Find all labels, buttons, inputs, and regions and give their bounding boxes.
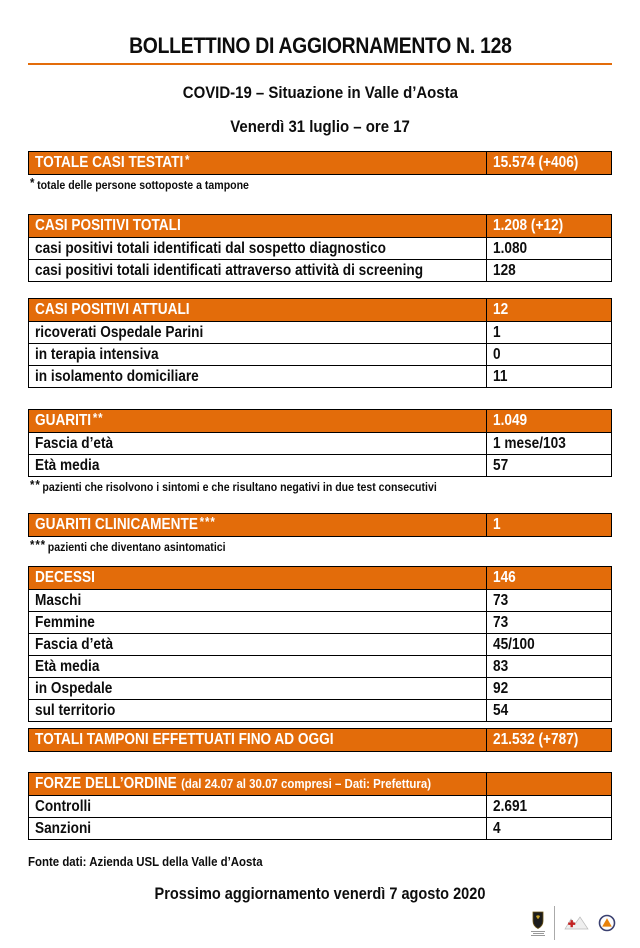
- table-guariti: [28, 409, 612, 477]
- table-header-row: [29, 410, 611, 432]
- row-value: 4: [493, 820, 501, 837]
- row-value: 92: [493, 680, 509, 697]
- row-value: 83: [493, 658, 509, 675]
- header-value-cell: [486, 215, 611, 237]
- logo-divider: [554, 906, 555, 940]
- footer-logos: [530, 906, 616, 940]
- protezione-civile-logo-icon: [598, 914, 616, 932]
- row-label: Fascia d’età: [35, 435, 114, 452]
- row-value-cell: [486, 796, 611, 817]
- table-row: [29, 321, 611, 343]
- row-value: 73: [493, 592, 509, 609]
- page-title: BOLLETTINO DI AGGIORNAMENTO N. 128: [128, 33, 512, 58]
- row-label: casi positivi totali identificati attraverso attività di screening: [35, 262, 424, 279]
- row-label-cell: [29, 238, 486, 259]
- row-value-cell: [486, 344, 611, 365]
- data-source-line: Fonte dati: Azienda USL della Valle d’Aosta: [28, 854, 263, 869]
- header-label: GUARITI: [35, 412, 92, 429]
- row-value-cell: [486, 656, 611, 677]
- row-label: casi positivi totali identificati dal sospetto diagnostico: [35, 240, 386, 257]
- asterisk-mark: *: [30, 175, 36, 190]
- table-row: [29, 259, 611, 281]
- table-row: [29, 795, 611, 817]
- header-value-cell: [486, 514, 611, 536]
- valle-daosta-region-crest-icon: [530, 911, 546, 936]
- header-value: 15.574 (+406): [493, 154, 579, 171]
- row-value: 2.691: [493, 798, 528, 815]
- header-value: 12: [493, 301, 509, 318]
- row-label: Età media: [35, 658, 100, 675]
- row-value-cell: [486, 700, 611, 721]
- table-row: [29, 343, 611, 365]
- table-header-row: [29, 773, 611, 795]
- date-block: [28, 117, 612, 137]
- row-label-cell: [29, 612, 486, 633]
- header-label-cell: [29, 567, 486, 589]
- row-label: Fascia d’età: [35, 636, 114, 653]
- table-row: [29, 677, 611, 699]
- row-label-cell: [29, 433, 486, 454]
- row-label-cell: [29, 700, 486, 721]
- table-row: [29, 633, 611, 655]
- title-underline: [28, 63, 612, 65]
- asterisk-mark: *: [185, 152, 191, 167]
- row-value-cell: [486, 238, 611, 259]
- date-line: Venerdì 31 luglio – ore 17: [230, 117, 410, 136]
- header-value: 1.049: [493, 412, 528, 429]
- row-label-cell: [29, 796, 486, 817]
- row-label-cell: [29, 260, 486, 281]
- header-label-cell: [29, 152, 486, 174]
- row-value: 73: [493, 614, 509, 631]
- row-value: 1 mese/103: [493, 435, 566, 452]
- row-label-cell: [29, 366, 486, 387]
- header-label: TOTALI TAMPONI EFFETTUATI FINO AD OGGI: [35, 731, 334, 748]
- row-label: ricoverati Ospedale Parini: [35, 324, 204, 341]
- row-label: in Ospedale: [35, 680, 113, 697]
- row-value-cell: [486, 322, 611, 343]
- row-label: Età media: [35, 457, 100, 474]
- table-totale-casi-testati: [28, 151, 612, 175]
- row-label: Controlli: [35, 798, 92, 815]
- row-label: sul territorio: [35, 702, 116, 719]
- row-value-cell: [486, 818, 611, 839]
- row-value: 128: [493, 262, 516, 279]
- table-header-row: [29, 152, 611, 174]
- row-value-cell: [486, 612, 611, 633]
- table-row: [29, 237, 611, 259]
- row-label-cell: [29, 590, 486, 611]
- footnote-text: totale delle persone sottoposte a tampone: [37, 178, 249, 192]
- table-header-row: [29, 729, 611, 751]
- row-value: 11: [493, 368, 508, 385]
- table-row: [29, 611, 611, 633]
- header-value-cell: [486, 410, 611, 432]
- row-value: 54: [493, 702, 509, 719]
- row-label-cell: [29, 678, 486, 699]
- header-label-cell: [29, 773, 486, 795]
- footnote: [30, 477, 612, 494]
- header-label-cell: [29, 514, 486, 536]
- header-label-cell: [29, 299, 486, 321]
- row-value-cell: [486, 366, 611, 387]
- header-value: 1: [493, 516, 501, 533]
- header-label: TOTALE CASI TESTATI: [35, 154, 184, 171]
- header-value-cell: [486, 567, 611, 589]
- table-header-row: [29, 299, 611, 321]
- shield-icon: [530, 911, 546, 930]
- row-value-cell: [486, 634, 611, 655]
- table-header-row: [29, 567, 611, 589]
- row-label: Maschi: [35, 592, 82, 609]
- header-label: FORZE DELL’ORDINE: [35, 775, 177, 792]
- row-value: 1: [493, 324, 501, 341]
- header-label-cell: [29, 729, 486, 751]
- header-label: DECESSI: [35, 569, 95, 586]
- row-value-cell: [486, 678, 611, 699]
- table-header-row: [29, 514, 611, 536]
- header-label: CASI POSITIVI TOTALI: [35, 217, 181, 234]
- asterisk-mark: ***: [30, 537, 47, 552]
- table-forze-dellordine: [28, 772, 612, 840]
- header-label: GUARITI CLINICAMENTE: [35, 516, 198, 533]
- usl-valle-daosta-logo-icon: [563, 914, 590, 933]
- header-label-cell: [29, 215, 486, 237]
- header-label: CASI POSITIVI ATTUALI: [35, 301, 190, 318]
- header-value: 146: [493, 569, 516, 586]
- row-label: Femmine: [35, 614, 95, 631]
- header-sublabel: (dal 24.07 al 30.07 compresi – Dati: Prefettura): [181, 776, 432, 791]
- row-label-cell: [29, 322, 486, 343]
- footnote: [30, 175, 612, 192]
- row-value-cell: [486, 455, 611, 476]
- header-value-cell: [486, 773, 611, 795]
- row-label: in terapia intensiva: [35, 346, 159, 363]
- row-value: 45/100: [493, 636, 535, 653]
- header-label-cell: [29, 410, 486, 432]
- row-value: 0: [493, 346, 501, 363]
- row-label: in isolamento domiciliare: [35, 368, 199, 385]
- header-value-cell: [486, 152, 611, 174]
- header-value: 1.208 (+12): [493, 217, 564, 234]
- table-decessi: [28, 566, 612, 722]
- row-label-cell: [29, 344, 486, 365]
- table-header-row: [29, 215, 611, 237]
- asterisk-mark: ***: [199, 514, 216, 529]
- footnote: [30, 537, 612, 554]
- table-row: [29, 432, 611, 454]
- footnote-text: pazienti che diventano asintomatici: [47, 540, 226, 554]
- table-tamponi-totali: [28, 728, 612, 752]
- table-row: [29, 699, 611, 721]
- page-subtitle: COVID-19 – Situazione in Valle d’Aosta: [182, 83, 458, 102]
- table-guariti-clinicamente: [28, 513, 612, 537]
- subtitle-block: [28, 83, 612, 103]
- table-row: [29, 655, 611, 677]
- title-block: [28, 34, 612, 58]
- row-value-cell: [486, 590, 611, 611]
- row-value-cell: [486, 433, 611, 454]
- table-row: [29, 817, 611, 839]
- header-value: 21.532 (+787): [493, 731, 579, 748]
- row-label-cell: [29, 634, 486, 655]
- row-label-cell: [29, 656, 486, 677]
- row-label: Sanzioni: [35, 820, 92, 837]
- table-casi-positivi-totali: [28, 214, 612, 282]
- row-value-cell: [486, 260, 611, 281]
- asterisk-mark: **: [30, 477, 41, 492]
- next-update-line: Prossimo aggiornamento venerdì 7 agosto 2020: [154, 885, 486, 903]
- table-casi-positivi-attuali: [28, 298, 612, 388]
- table-row: [29, 365, 611, 387]
- header-value-cell: [486, 729, 611, 751]
- row-label-cell: [29, 455, 486, 476]
- table-row: [29, 454, 611, 476]
- row-label-cell: [29, 818, 486, 839]
- asterisk-mark: **: [92, 410, 104, 425]
- row-value: 1.080: [493, 240, 528, 257]
- crest-caption-lines: [531, 931, 545, 936]
- header-value-cell: [486, 299, 611, 321]
- row-value: 57: [493, 457, 509, 474]
- table-row: [29, 589, 611, 611]
- footnote-text: pazienti che risolvono i sintomi e che risultano negativi in due test consecutivi: [42, 480, 437, 494]
